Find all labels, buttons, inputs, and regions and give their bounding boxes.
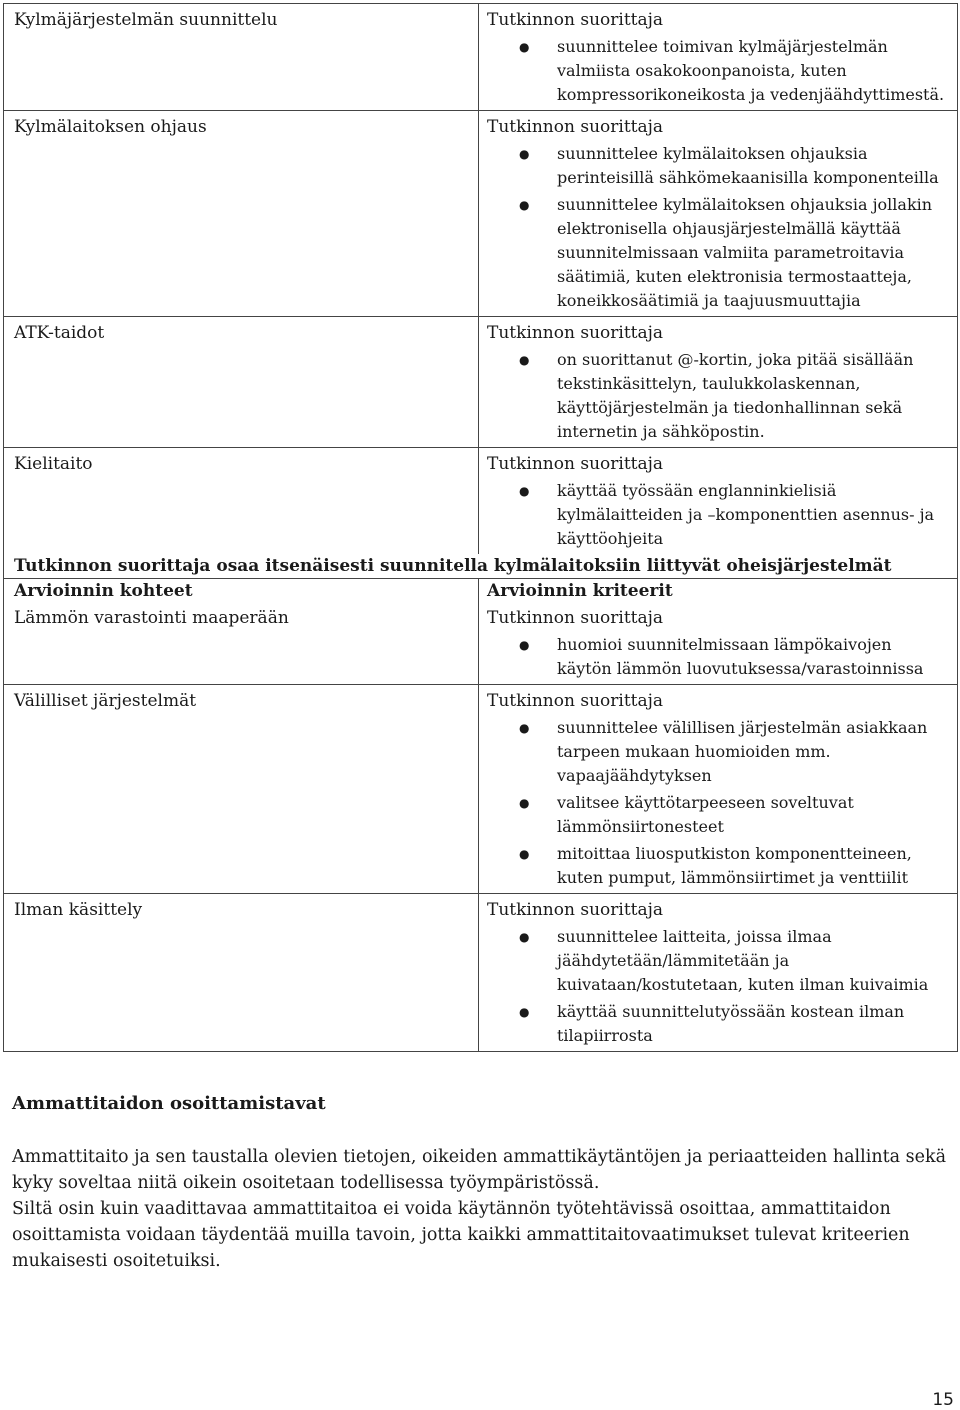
criteria-item: ● huomioi suunnitelmissaan lämpökaivojen käytön lämmön luovutuksessa/varastoinnissa — [487, 633, 949, 681]
column-header-criteria: Arvioinnin kriteerit — [487, 581, 673, 601]
assessment-target: Ilman käsittely — [4, 894, 479, 1051]
criteria-item: ● on suorittanut @-kortin, joka pitää sisällään tekstinkäsittelyn, taulukkolaskennan, käyttöjärjestelmän ja tiedonhallinnan sekä internetin ja sähköpostin. — [487, 348, 949, 444]
section-title: Tutkinnon suorittaja osaa itsenäisesti suunnitella kylmälaitoksiin liittyvät oheisjärjestelmät — [14, 556, 892, 576]
criteria-lead: Tutkinnon suorittaja — [487, 691, 664, 711]
assessment-criteria — [479, 448, 957, 554]
table-row — [4, 4, 957, 110]
criteria-list — [487, 716, 949, 890]
criteria-item: ● valitsee käyttötarpeeseen soveltuvat lämmönsiirtonesteet — [487, 791, 949, 839]
demonstration-section — [12, 1092, 947, 1274]
criteria-lead: Tutkinnon suorittaja — [487, 454, 664, 474]
assessment-target: Kylmäjärjestelmän suunnittelu — [4, 4, 479, 110]
table-row — [4, 447, 957, 554]
criteria-lead: Tutkinnon suorittaja — [487, 900, 664, 920]
criteria-item: ● suunnittelee kylmälaitoksen ohjauksia perinteisillä sähkömekaanisilla komponenteilla — [487, 142, 949, 190]
column-header-targets: Arvioinnin kohteet — [4, 579, 479, 602]
section-title-row — [4, 554, 957, 578]
criteria-list — [487, 925, 949, 1048]
table-row — [4, 684, 957, 893]
criteria-item: ● suunnittelee välillisen järjestelmän asiakkaan tarpeen mukaan huomioiden mm. vapaajäähdytyksen — [487, 716, 949, 788]
table-row — [4, 893, 957, 1051]
assessment-criteria — [479, 685, 957, 893]
assessment-criteria — [479, 894, 957, 1051]
assessment-target: Kylmälaitoksen ohjaus — [4, 111, 479, 316]
section-heading: Ammattitaidon osoittamistavat — [12, 1093, 326, 1114]
criteria-list — [487, 348, 949, 444]
assessment-criteria — [479, 4, 957, 110]
assessment-criteria — [479, 111, 957, 316]
assessment-target: Välilliset järjestelmät — [4, 685, 479, 893]
table-row — [4, 316, 957, 447]
criteria-lead: Tutkinnon suorittaja — [487, 323, 664, 343]
criteria-lead: Tutkinnon suorittaja — [487, 608, 664, 628]
criteria-item: ● mitoittaa liuosputkiston komponentteineen, kuten pumput, lämmönsiirtimet ja venttiilit — [487, 842, 949, 890]
page-number: 15 — [932, 1390, 954, 1410]
criteria-table — [3, 3, 958, 1052]
paragraph-1: Ammattitaito ja sen taustalla olevien tietojen, oikeiden ammattikäytäntöjen ja periaatteiden hallinta sekä kyky soveltaa niitä oikein osoitetaan todellisessa työympäristössä. — [12, 1147, 947, 1193]
criteria-lead: Tutkinnon suorittaja — [487, 10, 664, 30]
assessment-criteria — [479, 602, 957, 684]
paragraph-2: Siltä osin kuin vaadittavaa ammattitaitoa ei voida käytännön työtehtävissä osoittaa, ammattitaidon osoittamista voidaan täydentää muilla tavoin, jotta kaikki ammattitaitovaatimukset tulevat kriteerien mukaisesti osoitetuiksi. — [12, 1199, 910, 1271]
table-row — [4, 110, 957, 316]
assessment-target: Lämmön varastointi maaperään — [4, 602, 479, 684]
assessment-criteria — [479, 317, 957, 447]
criteria-list — [487, 633, 949, 681]
criteria-item: ● suunnittelee laitteita, joissa ilmaa jäähdytetään/lämmitetään ja kuivataan/kostutetaan, kuten ilman kuivaimia — [487, 925, 949, 997]
criteria-item: ● suunnittelee toimivan kylmäjärjestelmän valmiista osakokoonpanoista, kuten kompressorikoneikosta ja vedenjäähdyttimestä. — [487, 35, 949, 107]
assessment-target: ATK-taidot — [4, 317, 479, 447]
criteria-list — [487, 479, 949, 551]
criteria-list — [487, 142, 949, 313]
criteria-lead: Tutkinnon suorittaja — [487, 117, 664, 137]
criteria-item: ● käyttää työssään englanninkielisiä kylmälaitteiden ja –komponenttien asennus- ja käyttöohjeita — [487, 479, 949, 551]
table-row — [4, 602, 957, 684]
criteria-list — [487, 35, 949, 107]
criteria-item: ● suunnittelee kylmälaitoksen ohjauksia jollakin elektronisella ohjausjärjestelmällä käyttää suunnitelmissaan valmiita parametroitavia säätimiä, kuten elektronisia termostaatteja, koneikkosäätimiä ja taajuusmuuttajia — [487, 193, 949, 313]
criteria-item: ● käyttää suunnittelutyössään kostean ilman tilapiirrosta — [487, 1000, 949, 1048]
column-header-row — [4, 578, 957, 602]
assessment-target: Kielitaito — [4, 448, 479, 554]
